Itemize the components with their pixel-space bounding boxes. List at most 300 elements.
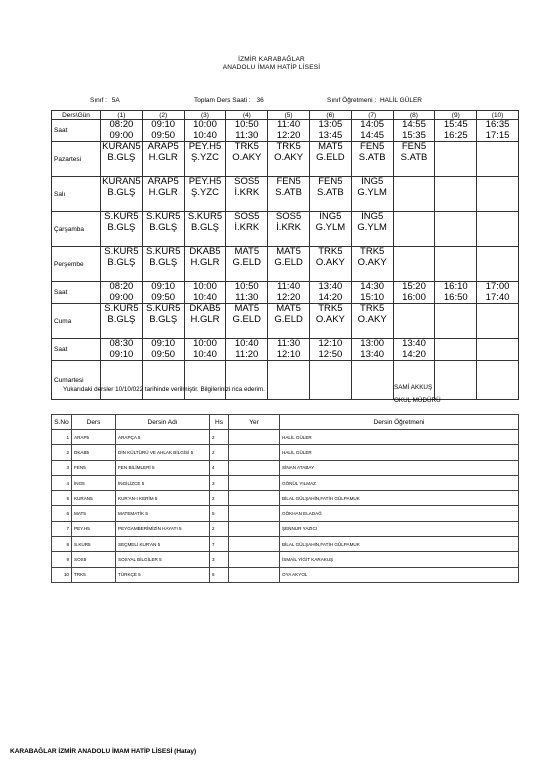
teacher-code: B.GLŞ (107, 151, 136, 163)
teacher-code: G.YLM (357, 221, 387, 233)
course-code: DKAB5 (72, 445, 116, 460)
lesson-cell (477, 177, 519, 212)
time-cell (309, 120, 351, 142)
course-row (52, 537, 519, 552)
time-row-label: Saat (52, 282, 101, 304)
teacher-code: O.AKY (274, 151, 304, 163)
course-place (229, 445, 280, 460)
class-value: 5A (111, 97, 120, 104)
course-hours: 2 (210, 445, 229, 460)
end-time: 13:45 (318, 129, 343, 141)
class-teacher-label: Sınıf Öğretmeni : (327, 97, 377, 104)
time-cell (393, 282, 435, 304)
lesson-cell (393, 177, 435, 212)
day-label: Çarşamba (52, 212, 101, 247)
end-time: 11:20 (235, 348, 259, 360)
course-no: 9 (52, 552, 72, 567)
end-time: 10:40 (193, 348, 217, 360)
course-hours: 4 (210, 460, 229, 475)
lesson-code: S.KUR5 (104, 211, 139, 222)
time-cell (477, 339, 519, 361)
teacher-code: O.AKY (315, 313, 345, 325)
lesson-cell (393, 361, 435, 400)
course-no: 2 (52, 445, 72, 460)
start-time: 16:35 (485, 119, 510, 130)
lesson-code: İNG5 (361, 176, 384, 187)
lesson-code: SOS5 (275, 211, 302, 222)
schedule-note: Yukarıdaki dersler 10/10/022 tarihinde verilmiştir. Bilgilerinizi rica ederim. (63, 386, 265, 393)
time-cell (184, 282, 226, 304)
time-cell (142, 282, 184, 304)
period-header: (1) (101, 111, 143, 120)
course-hours: 3 (210, 552, 229, 567)
start-time: 13:40 (318, 281, 343, 292)
lesson-cell (268, 142, 310, 177)
period-header: (4) (226, 111, 268, 120)
lesson-code: S.KUR5 (104, 303, 139, 314)
lesson-code: SOS5 (234, 211, 260, 222)
teacher-code: G.ELD (274, 256, 303, 268)
lesson-cell (351, 247, 393, 282)
lesson-cell (184, 304, 226, 339)
end-time: 15:35 (402, 129, 426, 141)
time-cell (101, 120, 143, 142)
time-cell (226, 282, 268, 304)
end-time: 11:30 (235, 291, 259, 303)
end-time: 12:50 (318, 348, 343, 360)
course-no: 5 (52, 491, 72, 506)
schedule-day-row (52, 212, 519, 247)
end-time: 15:10 (360, 291, 385, 303)
lesson-cell (101, 361, 143, 400)
course-teacher: İSMAİL YİĞİT KARAKUŞ (280, 552, 519, 567)
lesson-cell (351, 212, 393, 247)
teacher-code: G.YLM (357, 186, 387, 198)
teacher-code: S.ATB (275, 186, 302, 198)
course-teacher: SİNAN ATABAY (280, 460, 519, 475)
course-teacher: ŞENNUR YAZICI (280, 521, 519, 536)
period-header: (3) (184, 111, 226, 120)
course-no: 6 (52, 506, 72, 521)
teacher-code: B.GLŞ (149, 221, 178, 233)
start-time: 11:40 (277, 281, 301, 292)
course-row (52, 567, 519, 582)
course-row (52, 445, 519, 460)
end-time: 14:20 (318, 291, 343, 303)
time-cell (435, 120, 477, 142)
lesson-code: FEN5 (401, 141, 427, 152)
teacher-code: B.GLŞ (107, 256, 136, 268)
lesson-cell (142, 177, 184, 212)
course-hours: 3 (210, 475, 229, 490)
course-name: TÜRKÇE 5 (116, 567, 210, 582)
start-time: 09:10 (151, 119, 176, 130)
course-teacher: HALİL GÜLER (280, 445, 519, 460)
start-time: 14:05 (360, 119, 385, 130)
course-name: DİN KÜLTÜRÜ VE AHLAK BİLGİSİ 5 (116, 445, 210, 460)
lesson-code: ARAP5 (147, 141, 179, 152)
time-cell (351, 120, 393, 142)
course-code: KURAN5 (72, 491, 116, 506)
teacher-code: B.GLŞ (149, 313, 178, 325)
class-label: Sınıf : (90, 97, 107, 104)
course-place (229, 460, 280, 475)
lesson-cell (351, 304, 393, 339)
lesson-cell (393, 247, 435, 282)
lesson-cell (268, 212, 310, 247)
course-no: 8 (52, 537, 72, 552)
lesson-cell (101, 212, 143, 247)
course-row (52, 506, 519, 521)
teacher-code: O.AKY (232, 151, 262, 163)
lesson-code: FEN5 (276, 176, 301, 187)
lesson-cell (309, 247, 351, 282)
end-time: 09:00 (109, 129, 134, 141)
course-name: İNGİLİZCE 5 (116, 475, 210, 490)
course-place (229, 537, 280, 552)
time-cell (184, 339, 226, 361)
col-header-hours: Hs (210, 415, 229, 430)
start-time: 10:40 (234, 338, 259, 349)
lesson-code: KURAN5 (102, 176, 141, 187)
lesson-cell (142, 142, 184, 177)
schedule-day-row (52, 361, 519, 400)
start-time: 16:10 (443, 281, 468, 292)
teacher-code: O.AKY (357, 256, 387, 268)
lesson-cell (309, 361, 351, 400)
teacher-code: B.GLŞ (149, 256, 178, 268)
end-time: 12:10 (276, 348, 301, 360)
time-row-label: Saat (52, 339, 101, 361)
lesson-code: MAT5 (276, 303, 301, 314)
start-time: 09:10 (151, 281, 176, 292)
lesson-cell (351, 177, 393, 212)
lesson-code: İNG5 (319, 211, 342, 222)
lesson-cell (309, 212, 351, 247)
class-teacher-info (327, 97, 422, 104)
course-code: SOS5 (72, 552, 116, 567)
day-label: Cumartesi (52, 361, 101, 400)
lesson-cell (393, 304, 435, 339)
course-teacher: HALİL GÜLER (280, 430, 519, 445)
teacher-code: İ.KRK (234, 186, 260, 198)
col-header-place: Yer (229, 415, 280, 430)
course-place (229, 552, 280, 567)
end-time: 12:20 (276, 291, 301, 303)
time-cell (226, 339, 268, 361)
end-time: 10:40 (193, 291, 217, 303)
day-label: Pazartesi (52, 142, 101, 177)
lesson-code: S.KUR5 (146, 303, 181, 314)
lesson-cell (351, 361, 393, 400)
lesson-cell (142, 304, 184, 339)
course-teacher: OYA AKYOL (280, 567, 519, 582)
course-no: 3 (52, 460, 72, 475)
course-hours: 7 (210, 537, 229, 552)
end-time: 09:50 (151, 129, 176, 141)
start-time: 15:20 (402, 281, 426, 292)
period-header: (8) (393, 111, 435, 120)
teacher-code: G.ELD (232, 313, 262, 325)
lesson-code: PEY.H5 (188, 176, 222, 187)
teacher-code: G.ELD (274, 313, 303, 325)
teacher-code: İ.KRK (276, 221, 301, 233)
lesson-cell (477, 142, 519, 177)
course-row (52, 491, 519, 506)
time-cell (393, 339, 435, 361)
lesson-cell (101, 177, 143, 212)
time-cell (351, 339, 393, 361)
end-time: 13:40 (360, 348, 385, 360)
lesson-cell (309, 142, 351, 177)
end-time: 16:25 (443, 129, 468, 141)
lesson-cell (435, 247, 477, 282)
course-no: 4 (52, 475, 72, 490)
lesson-cell (351, 142, 393, 177)
course-code: PEY.H5 (72, 521, 116, 536)
course-no: 1 (52, 430, 72, 445)
principal-title: OKUL MÜDÜRÜ (394, 397, 441, 404)
start-time: 11:30 (277, 338, 301, 349)
lesson-cell (435, 142, 477, 177)
course-code: ARAP5 (72, 430, 116, 445)
time-cell (435, 339, 477, 361)
col-header-teacher: Dersin Öğretmeni (280, 415, 519, 430)
lesson-cell (477, 247, 519, 282)
lesson-code: S.KUR5 (104, 246, 139, 257)
class-info (90, 97, 120, 104)
teacher-code: O.AKY (357, 313, 387, 325)
course-code: S.KUR5 (72, 537, 116, 552)
end-time: 10:40 (193, 129, 217, 141)
period-header: (6) (309, 111, 351, 120)
time-cell (226, 120, 268, 142)
lesson-code: MAT5 (318, 141, 343, 152)
course-place (229, 521, 280, 536)
start-time: 13:05 (318, 119, 343, 130)
lesson-code: KURAN5 (102, 141, 141, 152)
end-time: 09:00 (109, 291, 134, 303)
start-time: 08:30 (109, 338, 134, 349)
lesson-code: ARAP5 (147, 176, 179, 187)
teacher-code: H.GLR (190, 256, 220, 268)
lesson-cell (435, 304, 477, 339)
time-cell (101, 282, 143, 304)
start-time: 14:30 (360, 281, 385, 292)
end-time: 17:15 (485, 129, 510, 141)
start-time: 14:55 (402, 119, 426, 130)
course-place (229, 567, 280, 582)
end-time: 17:40 (485, 291, 510, 303)
col-header-code: Ders (72, 415, 116, 430)
teacher-code: O.AKY (315, 256, 345, 268)
lesson-cell (226, 142, 268, 177)
lesson-code: S.KUR5 (146, 211, 181, 222)
lesson-code: S.KUR5 (187, 211, 223, 222)
course-teacher: BİLAL GÜLŞAHİN,FATİH GÜLPAMUK (280, 491, 519, 506)
course-code: MAT5 (72, 506, 116, 521)
lesson-code: DKAB5 (189, 246, 221, 257)
end-time: 09:10 (109, 348, 134, 360)
course-row (52, 521, 519, 536)
course-list-table (51, 414, 519, 583)
lesson-cell (226, 247, 268, 282)
lesson-cell (268, 247, 310, 282)
time-cell (477, 282, 519, 304)
period-header: (7) (351, 111, 393, 120)
time-cell (268, 282, 310, 304)
course-code: İNG5 (72, 475, 116, 490)
lesson-code: TRK5 (318, 303, 343, 314)
lesson-cell (268, 361, 310, 400)
time-row-label: Saat (52, 120, 101, 142)
course-row (52, 460, 519, 475)
end-time: 14:45 (360, 129, 385, 141)
lesson-code: DKAB5 (189, 303, 221, 314)
teacher-code: G.YLM (315, 221, 346, 233)
course-name: SEÇMELİ KUR'AN 5 (116, 537, 210, 552)
time-cell (477, 120, 519, 142)
lesson-cell (435, 212, 477, 247)
course-list-header-row (52, 415, 519, 430)
course-name: MATEMATİK 5 (116, 506, 210, 521)
lesson-code: FEN5 (318, 176, 343, 187)
day-label: Cuma (52, 304, 101, 339)
course-hours: 2 (210, 491, 229, 506)
period-header: (2) (142, 111, 184, 120)
time-cell (142, 120, 184, 142)
end-time: 16:50 (443, 291, 468, 303)
lesson-cell (184, 247, 226, 282)
course-name: FEN BİLİMLERİ 5 (116, 460, 210, 475)
course-row (52, 430, 519, 445)
course-hours: 6 (210, 567, 229, 582)
teacher-code: B.GLŞ (107, 186, 136, 198)
teacher-code: H.GLR (148, 151, 178, 163)
lesson-cell (309, 304, 351, 339)
schedule-day-row (52, 177, 519, 212)
course-hours: 2 (210, 521, 229, 536)
lesson-cell (101, 304, 143, 339)
time-cell (184, 120, 226, 142)
col-header-no: S.No (52, 415, 72, 430)
lesson-code: PEY.H5 (188, 141, 222, 152)
course-name: ARAPÇA 5 (116, 430, 210, 445)
lesson-cell (184, 361, 226, 400)
time-cell (309, 339, 351, 361)
school-city-title: İZMİR KARABAĞLAR (238, 56, 305, 63)
lesson-cell (393, 212, 435, 247)
schedule-time-row (52, 282, 519, 304)
lesson-cell (184, 177, 226, 212)
lesson-cell (142, 212, 184, 247)
lesson-cell (142, 247, 184, 282)
start-time: 13:00 (360, 338, 385, 349)
teacher-code: S.ATB (400, 151, 428, 163)
lesson-code: TRK5 (234, 141, 259, 152)
start-time: 10:50 (234, 119, 259, 130)
lesson-cell (226, 212, 268, 247)
day-label: Salı (52, 177, 101, 212)
time-cell (142, 339, 184, 361)
lesson-code: İNG5 (361, 211, 384, 222)
end-time: 09:50 (151, 291, 176, 303)
schedule-day-row (52, 247, 519, 282)
course-name: SOSYAL BİLGİLER 5 (116, 552, 210, 567)
class-teacher-value: HALİL GÜLER (379, 97, 422, 104)
day-label: Perşembe (52, 247, 101, 282)
course-hours: 5 (210, 506, 229, 521)
lesson-cell (101, 247, 143, 282)
schedule-day-row (52, 142, 519, 177)
end-time: 14:20 (402, 348, 426, 360)
period-header: (10) (477, 111, 519, 120)
course-row (52, 552, 519, 567)
course-teacher: BİLAL GÜLŞAHİN,FATİH GÜLPAMUK (280, 537, 519, 552)
time-cell (101, 339, 143, 361)
schedule-time-row (52, 339, 519, 361)
time-cell (435, 282, 477, 304)
total-hours-info (194, 97, 264, 104)
end-time: 11:30 (235, 129, 259, 141)
lesson-cell (477, 212, 519, 247)
lesson-code: TRK5 (360, 303, 385, 314)
course-code: TRK5 (72, 567, 116, 582)
start-time: 09:10 (151, 338, 176, 349)
start-time: 15:45 (443, 119, 468, 130)
teacher-code: B.GLŞ (107, 313, 136, 325)
end-time: 12:20 (276, 129, 301, 141)
course-hours: 2 (210, 430, 229, 445)
teacher-code: İ.KRK (234, 221, 260, 233)
end-time: 16:00 (402, 291, 426, 303)
total-hours-label: Toplam Ders Saati : (194, 97, 251, 104)
total-hours-value: 36 (256, 97, 264, 104)
start-time: 10:50 (234, 281, 259, 292)
start-time: 08:20 (109, 281, 134, 292)
principal-name: SAMİ AKKUŞ (394, 384, 433, 391)
teacher-code: S.ATB (317, 186, 344, 198)
lesson-cell (268, 304, 310, 339)
start-time: 13:40 (402, 338, 426, 349)
lesson-code: SOS5 (234, 176, 260, 187)
course-name: KUR'AN-I KERİM 5 (116, 491, 210, 506)
course-teacher: GÖKHAN ELADAĞ (280, 506, 519, 521)
weekly-schedule-table (51, 110, 519, 400)
time-cell (393, 120, 435, 142)
lesson-code: TRK5 (318, 246, 343, 257)
start-time: 11:40 (277, 119, 301, 130)
course-no: 10 (52, 567, 72, 582)
course-no: 7 (52, 521, 72, 536)
time-cell (309, 282, 351, 304)
lesson-code: TRK5 (360, 246, 385, 257)
lesson-cell (477, 304, 519, 339)
lesson-cell (226, 361, 268, 400)
time-cell (268, 120, 310, 142)
period-header: (5) (268, 111, 310, 120)
schedule-corner-header: Ders\Gün (52, 111, 101, 120)
time-cell (268, 339, 310, 361)
teacher-code: Ş.YZC (191, 186, 219, 198)
teacher-code: B.GLŞ (190, 221, 219, 233)
lesson-code: MAT5 (234, 303, 260, 314)
start-time: 10:00 (193, 119, 217, 130)
start-time: 08:20 (109, 119, 134, 130)
lesson-cell (184, 212, 226, 247)
course-teacher: GÖNÜL YILMAZ (280, 475, 519, 490)
lesson-cell (184, 142, 226, 177)
